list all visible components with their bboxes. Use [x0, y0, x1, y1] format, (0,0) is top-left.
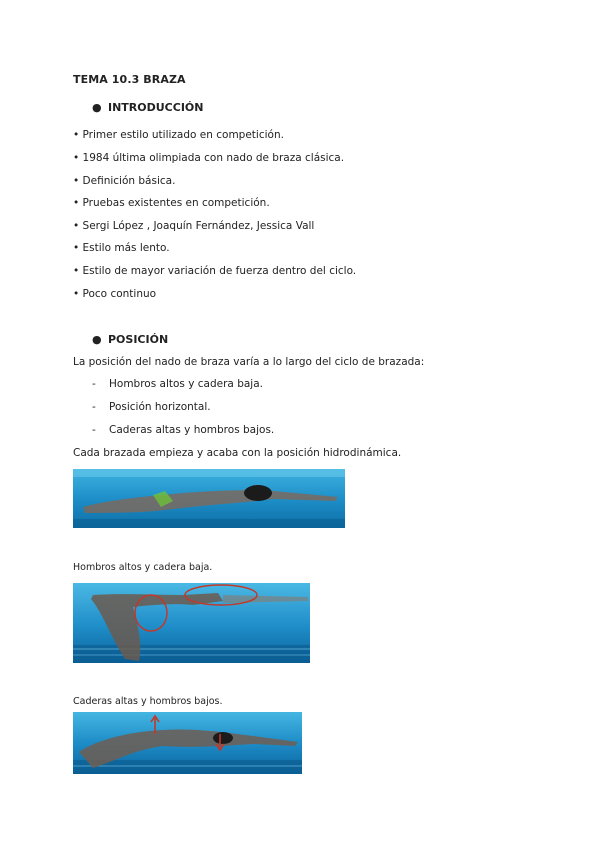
list-item: • 1984 última olimpiada con nado de braza clásica. — [73, 152, 345, 164]
dash-list-label: Hombros altos y cadera baja. — [109, 378, 263, 390]
dash-list-item — [92, 378, 263, 390]
list-item: • Poco continuo — [73, 288, 157, 300]
dash-list-item — [92, 401, 211, 413]
list-item: • Primer estilo utilizado en competición. — [73, 129, 284, 141]
swimmer-hips-high-photo — [73, 712, 302, 774]
list-item: • Estilo de mayor variación de fuerza dentro del ciclo. — [73, 265, 357, 277]
dash-glyph: - — [92, 378, 96, 390]
section-heading-label: POSICIÓN — [108, 333, 169, 346]
bullet-dot: ● — [92, 333, 102, 346]
dash-list-label: Posición horizontal. — [109, 401, 211, 413]
dash-glyph: - — [92, 424, 96, 436]
dash-glyph: - — [92, 401, 96, 413]
page-title: TEMA 10.3 BRAZA — [73, 73, 186, 86]
list-item: • Pruebas existentes en competición. — [73, 197, 270, 209]
list-item: • Sergi López , Joaquín Fernández, Jessica Vall — [73, 220, 315, 232]
dash-list-item — [92, 424, 274, 436]
section-heading-posicion — [92, 333, 168, 346]
bullet-dot: ● — [92, 101, 102, 114]
list-item: • Definición básica. — [73, 175, 176, 187]
dash-list-label: Caderas altas y hombros bajos. — [109, 424, 275, 436]
figure-caption: Caderas altas y hombros bajos. — [73, 696, 223, 707]
swimmer-shoulders-high-photo — [73, 583, 310, 663]
swimmer-hydrodynamic-photo — [73, 469, 345, 528]
section-heading-introduccion — [92, 101, 203, 114]
section-heading-label: INTRODUCCIÓN — [108, 101, 204, 114]
position-intro-text: La posición del nado de braza varía a lo largo del ciclo de brazada: — [73, 356, 425, 368]
position-closing-text: Cada brazada empieza y acaba con la posición hidrodinámica. — [73, 447, 402, 459]
figure-caption: Hombros altos y cadera baja. — [73, 562, 213, 573]
list-item: • Estilo más lento. — [73, 242, 170, 254]
